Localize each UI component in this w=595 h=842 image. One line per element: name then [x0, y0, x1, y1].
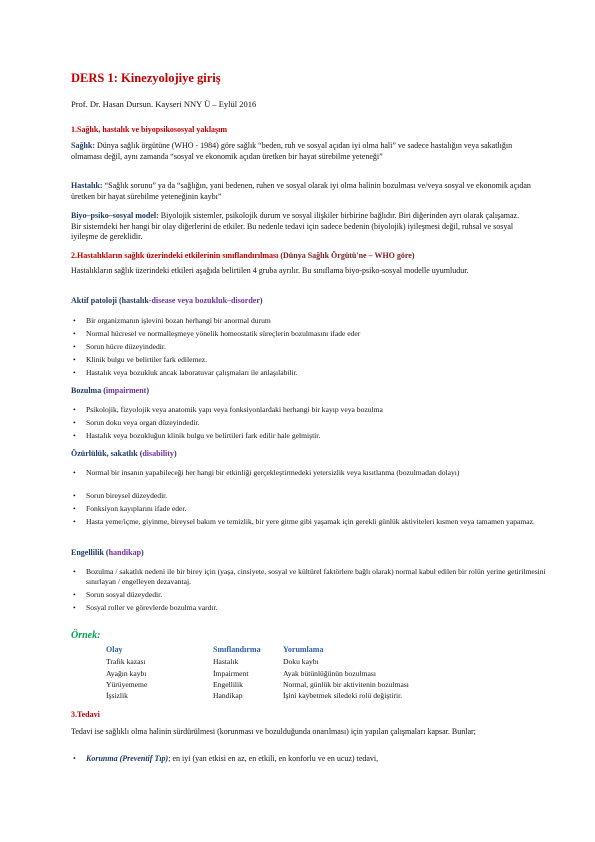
aktif-patoloji-heading — [71, 296, 263, 305]
bozulma-close: ) — [146, 386, 149, 395]
saglik-label: Sağlık: — [71, 141, 96, 150]
ozurluluk-label: Özürlülük, sakatlık ( — [71, 449, 143, 458]
hastalik-label: Hastalık: — [71, 181, 103, 190]
bozulma-label: Bozulma ( — [71, 386, 106, 395]
aktif-close: ) — [259, 296, 263, 305]
list-item-text: Sorun hücre düzeyindedir. — [86, 342, 166, 351]
aktif-en: disease veya bozukluk–disorder — [151, 296, 260, 305]
biyo-label: Biyo–psiko–sosyal model: — [71, 211, 159, 220]
korunma-text: ; en iyi (yan etkisi en az, en etkili, en konforlu ve en ucuz) tedavi, — [168, 754, 379, 763]
table-cell: İşsizlik — [106, 691, 128, 700]
table-cell: İşini kaybetmek siledeki rolü değiştirir. — [283, 691, 403, 700]
list-item — [71, 603, 546, 613]
saglik-paragraph — [71, 141, 531, 162]
section-2-heading-main: 2.Hastalıkların sağlık üzerindeki etkilerinin sınıflandırılması — [71, 251, 279, 260]
engellilik-label: Engellilik ( — [71, 548, 109, 557]
section-3-heading: 3.Tedavi — [71, 710, 100, 719]
list-item-text: Sorun doku veya organ düzeyindedir. — [86, 418, 200, 427]
example-label: Örnek: — [71, 630, 101, 641]
bullet-icon: • — [73, 418, 76, 427]
section-2-heading — [71, 251, 415, 260]
list-item — [71, 431, 546, 441]
aktif-label: Aktif patoloji (hastalık- — [71, 296, 152, 305]
list-item-text: Sosyal roller ve görevlerde bozulma vardır. — [86, 603, 218, 612]
table-cell: Doku kaybı — [283, 657, 319, 666]
section-1-heading: 1.Sağlık, hastalık ve biyopsikososyal yaklaşım — [71, 125, 228, 134]
engellilik-close: ) — [141, 548, 144, 557]
ozurluluk-en: disability — [142, 449, 174, 458]
bullet-icon: • — [73, 368, 76, 377]
list-item — [71, 355, 546, 365]
list-item — [71, 491, 546, 501]
list-item — [71, 754, 556, 764]
bullet-icon: • — [73, 517, 76, 526]
bullet-icon: • — [73, 316, 76, 325]
list-item — [71, 468, 546, 478]
list-item — [71, 316, 546, 326]
section-3-intro: Tedavi ise sağlıklı olma halinin sürdürülmesi (korunması ve bozulduğunda onarılması) için yapılan çalışmaları kapsar. Bunlar; — [71, 727, 476, 736]
table-header-olay: Olay — [106, 645, 123, 654]
table-header-siniflandirma: Sınıflandırma — [213, 645, 261, 654]
list-item — [71, 504, 546, 514]
list-item — [71, 329, 546, 339]
biyo-text: Biyolojik sistemler, psikolojik durum ve sosyal ilişkiler birbirine bağlıdır. Biri diğerinden ayrı olarak çalışamaz. Bir sistemdeki her hangi bir olay diğerlerini de etkiler. Bu nedenle tedavi için sadece bedenin (biyolojik) iyileşmesi değil, ruhsal ve sosyal iyileşme de gereklidir. — [71, 211, 520, 241]
bullet-icon: • — [73, 431, 76, 440]
hastalik-text: “Sağlık sorunu” ya da “sağlığın, yani bedenen, ruhen ve sosyal olarak iyi olma halinin bozulması ve/veya sosyal ve ekonomik açıdan üretken bir hayat sürebilme yeteneğinin kaybı” — [71, 181, 531, 201]
bullet-icon: • — [73, 590, 76, 599]
list-item — [71, 418, 546, 428]
table-cell: Handikap — [213, 691, 243, 700]
list-item — [71, 405, 546, 415]
list-item — [71, 517, 546, 527]
list-item — [71, 368, 546, 378]
list-item — [71, 342, 546, 352]
engellilik-heading — [71, 548, 144, 557]
ozurluluk-heading — [71, 449, 177, 458]
table-cell: Trafik kazası — [106, 657, 146, 666]
list-item-text: Psikolojik, fizyolojik veya anatomik yapı veya fonksiyonlardaki herhangi bir kayıp veya bozulma — [86, 405, 383, 414]
list-item-text: Bir organizmanın işlevini bozan herhangi bir anormal durum — [86, 316, 271, 325]
list-item-text: Normal hücresel ve normalleşmeye yönelik homeostatik süreçlerin bozulmasını ifade eder — [86, 329, 361, 338]
list-item-text: Klinik bulgu ve belirtiler fark edilemez. — [86, 355, 208, 364]
ozurluluk-close: ) — [173, 449, 177, 458]
list-item-text: Hastalık veya bozukluğun klinik bulgu ve belirtileri fark edilir hale gelmiştir. — [86, 431, 321, 440]
bozulma-heading — [71, 386, 149, 395]
list-item-text: Hastalık veya bozukluk ancak laboratuvar çalışmaları ile anlaşılabilir. — [86, 368, 298, 377]
list-item — [71, 590, 546, 600]
table-cell: Yürüyememe — [106, 680, 148, 689]
section-2-intro: Hastalıkların sağlık üzerindeki etkileri aşağıda belirtilen 4 gruba ayrılır. Bu sınıflama biyo-psiko-sosyal modelle uyumludur. — [71, 266, 469, 275]
list-item-text: Fonksiyon kayıplarını ifade eder. — [86, 504, 187, 513]
bullet-icon: • — [73, 603, 76, 612]
engellilik-en: handikap — [108, 548, 142, 557]
table-cell: İmpairment — [213, 669, 249, 678]
table-cell: Ayağın kaybı — [106, 669, 147, 678]
saglik-text: Dünya sağlık örgütüne (WHO - 1984) göre sağlık “beden, ruh ve sosyal açıdan iyi olma hali” ve sadece hastalığın veya sakatlığın olmaması değil, aynı zamanda “sosyal ve ekonomik açıdan üretken bir hayat sürebilme yeteneği” — [71, 141, 513, 161]
bullet-icon: • — [73, 405, 76, 414]
table-cell: Engellilik — [213, 680, 243, 689]
list-item-text: Hasta yeme/içme, giyinme, bireysel bakım ve temizlik, bir yere gitme gibi yaşamak için gerekli günlük aktiviteleri kısmen veya tamamen yapamaz. — [86, 517, 535, 526]
list-item-text: Sorun sosyal düzeydedir. — [86, 590, 163, 599]
bozulma-en: impairment — [105, 386, 147, 395]
bullet-icon: • — [73, 567, 76, 576]
hastalik-paragraph — [71, 181, 531, 202]
list-item-text: Normal bir insanın yapabileceği her hangi bir etkinliği gerçekleştirmedeki yetersizlik veya kısıtlanma (bozulmadan dolayı) — [86, 468, 460, 477]
list-item-text: Sorun bireysel düzeydedir. — [86, 491, 168, 500]
table-cell: Ayak bütünlüğünün bozulması — [283, 669, 376, 678]
table-cell: Hastalık — [213, 657, 239, 666]
bullet-icon: • — [73, 754, 76, 763]
korunma-label: Korunma (Preventif Tıp) — [86, 754, 169, 763]
section-2-heading-who: (Dünya Sağlık Örgütü'ne – WHO göre) — [278, 251, 415, 260]
author-line: Prof. Dr. Hasan Dursun. Kayseri NNY Ü – Eylül 2016 — [71, 99, 257, 109]
table-cell: Normal, günlük bir aktivitenin bozulması — [283, 680, 409, 689]
bullet-icon: • — [73, 342, 76, 351]
page-title: DERS 1: Kinezyolojiye giriş — [71, 71, 221, 85]
list-item — [71, 567, 546, 587]
biyo-paragraph — [71, 211, 531, 243]
bullet-icon: • — [73, 329, 76, 338]
table-header-yorumlama: Yorumlama — [283, 645, 324, 654]
bullet-icon: • — [73, 468, 76, 477]
bullet-icon: • — [73, 355, 76, 364]
bullet-icon: • — [73, 504, 76, 513]
list-item-text: Bozulma / sakatlık nedeni ile bir birey için (yaşa, cinsiyete, sosyal ve kültürel faktörlere bağlı olarak) normal kabul edilen bir rolün yerine getirilmesini sınırlayan / engelleyen dezavantaj. — [86, 567, 546, 586]
bullet-icon: • — [73, 491, 76, 500]
